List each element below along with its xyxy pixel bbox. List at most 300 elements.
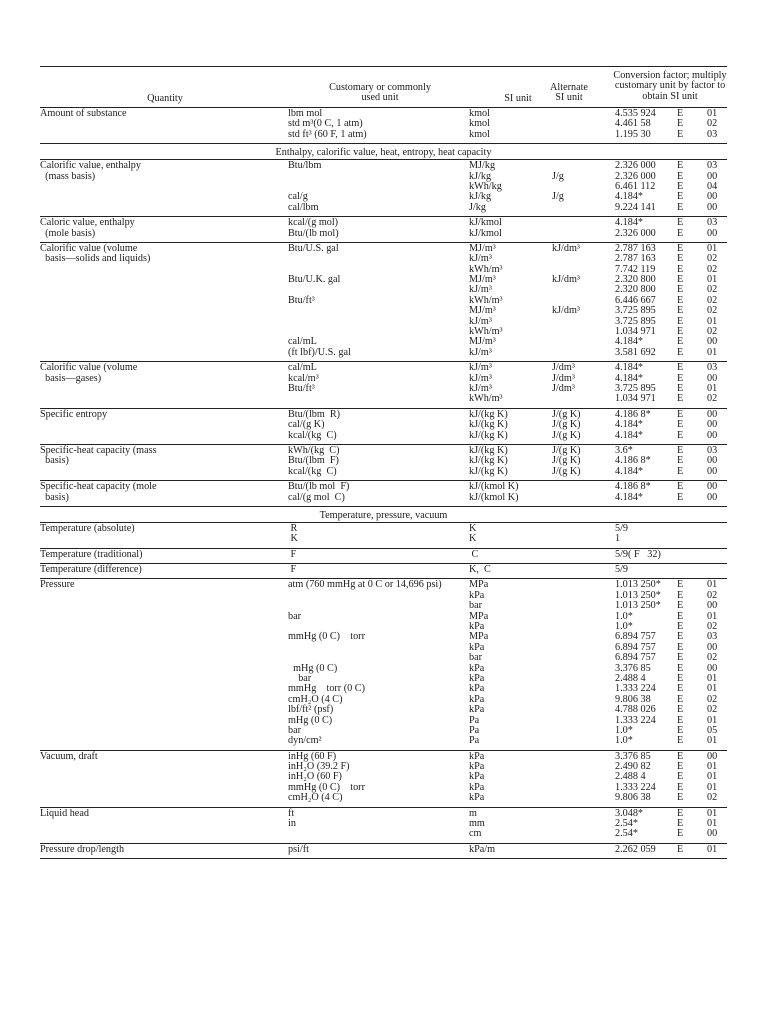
- si-unit-cell: C: [469, 548, 479, 560]
- factor-e-marker: E: [677, 481, 684, 493]
- customary-unit-cell: F: [288, 548, 297, 560]
- si-unit-cell: kJ/kg: [469, 170, 492, 182]
- quantity-cell: [40, 182, 288, 192]
- factor-mantissa: 4.184*: [615, 336, 644, 348]
- alternate-unit-cell: [552, 726, 615, 736]
- quantity-cell: Amount of substance: [40, 108, 127, 119]
- alternate-unit-cell: [552, 783, 615, 793]
- alternate-unit-cell: [552, 829, 615, 839]
- alternate-unit-cell: [552, 327, 615, 337]
- quantity-cell: [40, 420, 288, 430]
- conversion-factor-cell: [615, 161, 725, 171]
- factor-exponent: 00: [707, 481, 718, 493]
- factor-e-marker: E: [677, 191, 684, 203]
- quantity-cell: Calorific value (volume: [40, 242, 138, 254]
- customary-unit-cell: inH₂O (39.2 F): [288, 761, 350, 773]
- factor-mantissa: 1.333 224: [615, 714, 656, 726]
- factor-exponent: 01: [707, 315, 718, 327]
- alternate-unit-cell: [552, 819, 615, 829]
- factor-e-marker: E: [677, 792, 684, 804]
- quantity-cell: Pressure: [40, 579, 75, 591]
- quantity-section: [40, 108, 727, 144]
- quantity-section: [40, 844, 727, 859]
- factor-e-marker: E: [677, 683, 684, 695]
- factor-exponent: [707, 524, 725, 534]
- alternate-unit-cell: J/(g K): [552, 465, 581, 477]
- si-unit-cell: kPa: [469, 693, 485, 705]
- conversion-factor-cell: [615, 467, 725, 477]
- conversion-factor-cell: [615, 736, 725, 746]
- alternate-unit-cell: [552, 130, 615, 140]
- alternate-unit-cell: J/(g K): [552, 444, 581, 456]
- alternate-unit-cell: J/(g K): [552, 429, 581, 441]
- customary-unit-cell: atm (760 mmHg at 0 C or 14,696 psi): [288, 579, 442, 591]
- factor-exponent: 01: [707, 382, 718, 394]
- alternate-unit-cell: J/g: [552, 191, 564, 203]
- quantity-section: [40, 564, 727, 579]
- factor-e-marker: E: [677, 714, 684, 726]
- si-unit-cell: MPa: [469, 579, 489, 591]
- quantity-cell: Liquid head: [40, 807, 89, 819]
- factor-mantissa: 2.326 000: [615, 160, 656, 172]
- quantity-section: [40, 160, 727, 217]
- si-unit-cell: kPa: [469, 672, 485, 684]
- alternate-unit-cell: [552, 550, 615, 560]
- factor-e-marker: E: [677, 761, 684, 773]
- customary-unit-cell: Btu/lbm: [288, 160, 322, 172]
- factor-e-marker: E: [677, 621, 684, 633]
- customary-unit-cell: [288, 182, 469, 192]
- factor-mantissa: 3.581 692: [615, 346, 656, 358]
- customary-unit-cell: cmH₂O (4 C): [288, 792, 343, 804]
- quantity-cell: Temperature (absolute): [40, 522, 135, 534]
- factor-mantissa: 2.54*: [615, 818, 638, 830]
- si-unit-cell: Pa: [469, 724, 480, 736]
- alternate-unit-cell: [552, 684, 615, 694]
- factor-mantissa: 2.54*: [615, 828, 638, 840]
- factor-e-marker: E: [677, 704, 684, 716]
- customary-unit-cell: ft: [288, 807, 295, 819]
- factor-e-marker: E: [677, 735, 684, 747]
- table-row: [40, 161, 727, 171]
- factor-e-marker: E: [677, 284, 684, 296]
- quantity-section: [40, 808, 727, 844]
- quantity-cell: Temperature (difference): [40, 564, 142, 576]
- factor-e-marker: E: [677, 589, 684, 601]
- quantity-cell: [40, 275, 288, 285]
- factor-exponent: 00: [707, 201, 718, 213]
- customary-unit-cell: [288, 829, 469, 839]
- factor-e-marker: E: [677, 429, 684, 441]
- table-row: [40, 394, 727, 404]
- customary-unit-cell: dyn/cm²: [288, 735, 322, 747]
- factor-exponent: 01: [707, 761, 718, 773]
- quantity-cell: basis): [40, 455, 69, 467]
- table-row: [40, 218, 727, 228]
- quantity-section: [40, 751, 727, 808]
- table-row: [40, 229, 727, 239]
- customary-unit-cell: inHg (60 F): [288, 750, 337, 762]
- table-row: [40, 524, 727, 534]
- factor-e-marker: E: [677, 444, 684, 456]
- customary-unit-cell: cal/mL: [288, 336, 317, 348]
- table-row: [40, 203, 727, 213]
- si-unit-cell: kPa: [469, 621, 485, 633]
- quantity-cell: basis—solids and liquids): [40, 253, 151, 265]
- alternate-unit-cell: [552, 705, 615, 715]
- customary-unit-cell: Btu/ft³: [288, 294, 315, 306]
- conversion-factor-cell: [615, 130, 725, 140]
- alternate-unit-cell: [552, 762, 615, 772]
- factor-mantissa: 2.320 800: [615, 284, 656, 296]
- alternate-unit-cell: [552, 664, 615, 674]
- conversion-factor-cell: [615, 420, 725, 430]
- quantity-section: [40, 579, 727, 750]
- factor-exponent: 01: [707, 346, 718, 358]
- conversion-factor-cell: [615, 203, 725, 213]
- factor-exponent: 01: [707, 672, 718, 684]
- factor-exponent: 02: [707, 305, 718, 317]
- customary-unit-cell: cal/lbm: [288, 201, 319, 213]
- si-unit-cell: kJ/m³: [469, 382, 492, 394]
- table-row: [40, 793, 727, 803]
- table-body: [40, 108, 727, 859]
- si-unit-cell: kJ/(kg K): [469, 444, 508, 456]
- conversion-factor-cell: [615, 482, 725, 492]
- table-row: [40, 829, 727, 839]
- table-row: [40, 705, 727, 715]
- alternate-unit-cell: [552, 809, 615, 819]
- quantity-cell: [40, 431, 288, 441]
- customary-unit-cell: lbm mol: [288, 108, 323, 119]
- si-unit-cell: kWh/m³: [469, 263, 503, 275]
- alternate-unit-cell: [552, 337, 615, 347]
- factor-exponent: 00: [707, 170, 718, 182]
- factor-mantissa: 2.488 4: [615, 771, 646, 783]
- conversion-factor-cell: [615, 793, 725, 803]
- factor-exponent: 01: [707, 610, 718, 622]
- quantity-cell: Specific-heat capacity (mass: [40, 444, 157, 456]
- si-unit-cell: kWh/m³: [469, 326, 503, 338]
- quantity-section: [40, 549, 727, 564]
- factor-mantissa: 4.184*: [615, 217, 644, 229]
- factor-exponent: 02: [707, 326, 718, 338]
- alternate-unit-cell: [552, 632, 615, 642]
- factor-mantissa: 1: [615, 533, 621, 545]
- quantity-cell: [40, 632, 288, 642]
- factor-mantissa: 4.788 026: [615, 704, 656, 716]
- factor-mantissa: 3.725 895: [615, 305, 656, 317]
- si-unit-cell: kmol: [469, 128, 490, 140]
- quantity-cell: [40, 337, 288, 347]
- factor-mantissa: 1.0*: [615, 610, 633, 622]
- conversion-factor-cell: [615, 524, 725, 534]
- factor-e-marker: E: [677, 641, 684, 653]
- quantity-cell: [40, 591, 288, 601]
- quantity-cell: Calorific value, enthalpy: [40, 160, 141, 172]
- customary-unit-cell: K: [288, 533, 298, 545]
- factor-exponent: 00: [707, 419, 718, 431]
- customary-unit-cell: [288, 317, 469, 327]
- factor-e-marker: [671, 534, 707, 544]
- customary-unit-cell: bar: [288, 672, 312, 684]
- customary-unit-cell: lbf/ft² (psf): [288, 704, 334, 716]
- alternate-unit-cell: [552, 285, 615, 295]
- factor-e-marker: E: [677, 610, 684, 622]
- alternate-unit-cell: [552, 161, 615, 171]
- si-unit-cell: kJ/m³: [469, 253, 492, 265]
- factor-mantissa: 6.446 667: [615, 294, 656, 306]
- alternate-unit-cell: kJ/dm³: [552, 274, 580, 286]
- factor-mantissa: 2.787 163: [615, 253, 656, 265]
- customary-unit-cell: Btu/ft³: [288, 382, 315, 394]
- customary-unit-cell: bar: [288, 724, 302, 736]
- quantity-section: [40, 481, 727, 507]
- factor-e-marker: E: [677, 818, 684, 830]
- alternate-unit-cell: J/(g K): [552, 455, 581, 467]
- si-unit-cell: kJ/(kg K): [469, 429, 508, 441]
- quantity-cell: [40, 601, 288, 611]
- quantity-section: [40, 243, 727, 362]
- quantity-cell: Caloric value, enthalpy: [40, 217, 135, 229]
- factor-exponent: 01: [707, 771, 718, 783]
- section-subheading: Enthalpy, calorific value, heat, entropy, heat capacity: [40, 144, 727, 160]
- conversion-factor-cell: [615, 705, 725, 715]
- si-unit-cell: kmol: [469, 108, 490, 119]
- table-row: [40, 534, 727, 544]
- quantity-cell: Temperature (traditional): [40, 548, 143, 560]
- factor-exponent: 02: [707, 652, 718, 664]
- si-unit-cell: m: [469, 807, 477, 819]
- factor-exponent: 02: [707, 589, 718, 601]
- factor-mantissa: 5/9: [615, 522, 629, 534]
- customary-unit-cell: mmHg torr (0 C): [288, 683, 365, 695]
- alternate-unit-cell: [552, 772, 615, 782]
- factor-exponent: 02: [707, 693, 718, 705]
- factor-e-marker: E: [677, 662, 684, 674]
- alternate-unit-cell: [552, 317, 615, 327]
- factor-mantissa: 1.0*: [615, 621, 633, 633]
- alternate-unit-cell: [552, 695, 615, 705]
- customary-unit-cell: bar: [288, 610, 302, 622]
- si-unit-cell: kJ/(kg K): [469, 408, 508, 420]
- alternate-unit-cell: [552, 736, 615, 746]
- alternate-unit-cell: [552, 218, 615, 228]
- factor-mantissa: 5/9: [615, 564, 629, 576]
- alternate-unit-cell: [552, 348, 615, 358]
- si-unit-cell: kPa: [469, 704, 485, 716]
- quantity-cell: Specific-heat capacity (mole: [40, 481, 157, 493]
- factor-mantissa: 1.013 250*: [615, 589, 661, 601]
- factor-exponent: 02: [707, 253, 718, 265]
- si-unit-cell: mm: [469, 818, 485, 830]
- si-unit-cell: kPa: [469, 792, 485, 804]
- quantity-cell: Pressure drop/length: [40, 843, 125, 855]
- factor-mantissa: 4.186 8*: [615, 481, 651, 493]
- factor-mantissa: 3.725 895: [615, 382, 656, 394]
- conversion-factor-cell: [615, 431, 725, 441]
- table-row: [40, 348, 727, 358]
- customary-unit-cell: [288, 394, 469, 404]
- alternate-unit-cell: J/dm³: [552, 362, 575, 374]
- alternate-unit-cell: [552, 565, 615, 575]
- quantity-cell: [40, 384, 288, 394]
- alternate-unit-cell: [552, 580, 615, 590]
- factor-e-marker: E: [677, 455, 684, 467]
- factor-exponent: 02: [707, 621, 718, 633]
- factor-mantissa: 1.195 30: [615, 128, 651, 140]
- quantity-cell: (mole basis): [40, 227, 96, 239]
- factor-mantissa: 1.0*: [615, 724, 633, 736]
- quantity-cell: [40, 819, 288, 829]
- si-unit-cell: kPa: [469, 771, 485, 783]
- factor-exponent: 00: [707, 600, 718, 612]
- table-row: [40, 565, 727, 575]
- quantity-cell: [40, 664, 288, 674]
- table-row: [40, 482, 727, 492]
- header-quantity: Quantity: [147, 93, 183, 104]
- factor-exponent: 00: [707, 408, 718, 420]
- conversion-table: [40, 66, 727, 859]
- alternate-unit-cell: [552, 601, 615, 611]
- quantity-cell: [40, 736, 288, 746]
- factor-e-marker: E: [677, 652, 684, 664]
- customary-unit-cell: Btu/(lb mol F): [288, 481, 350, 493]
- factor-e-marker: E: [677, 242, 684, 254]
- quantity-section: [40, 523, 727, 549]
- factor-mantissa: 4.186 8*: [615, 408, 651, 420]
- si-unit-cell: J/kg: [469, 201, 486, 213]
- factor-e-marker: E: [677, 807, 684, 819]
- quantity-cell: Vacuum, draft: [40, 750, 98, 762]
- alternate-unit-cell: [552, 229, 615, 239]
- quantity-cell: [40, 695, 288, 705]
- factor-exponent: 01: [707, 242, 718, 254]
- factor-mantissa: 1.333 224: [615, 781, 656, 793]
- quantity-cell: [40, 783, 288, 793]
- customary-unit-cell: Btu/(lb mol): [288, 227, 339, 239]
- factor-mantissa: 3.725 895: [615, 315, 656, 327]
- factor-e-marker: E: [677, 465, 684, 477]
- factor-e-marker: E: [677, 672, 684, 684]
- alternate-unit-cell: J/g: [552, 170, 564, 182]
- customary-unit-cell: (ft lbf)/U.S. gal: [288, 346, 351, 358]
- factor-mantissa: 3.376 85: [615, 662, 651, 674]
- factor-mantissa: 1.034 971: [615, 326, 656, 338]
- alternate-unit-cell: [552, 752, 615, 762]
- factor-mantissa: 4.184*: [615, 191, 644, 203]
- factor-exponent: 01: [707, 274, 718, 286]
- quantity-cell: [40, 653, 288, 663]
- table-row: [40, 493, 727, 503]
- factor-mantissa: 4.535 924: [615, 108, 656, 119]
- factor-mantissa: 2.787 163: [615, 242, 656, 254]
- factor-mantissa: 5/9( F 32): [615, 548, 661, 560]
- factor-e-marker: [671, 565, 707, 575]
- factor-exponent: [707, 565, 725, 575]
- alternate-unit-cell: [552, 653, 615, 663]
- conversion-factor-cell: [615, 493, 725, 503]
- si-unit-cell: kJ/m³: [469, 284, 492, 296]
- quantity-cell: [40, 130, 288, 140]
- alternate-unit-cell: J/(g K): [552, 419, 581, 431]
- alternate-unit-cell: [552, 716, 615, 726]
- table-row: [40, 845, 727, 855]
- quantity-cell: [40, 192, 288, 202]
- si-unit-cell: kJ/m³: [469, 372, 492, 384]
- factor-mantissa: 1.013 250*: [615, 600, 661, 612]
- quantity-cell: [40, 296, 288, 306]
- quantity-cell: [40, 829, 288, 839]
- factor-mantissa: 6.894 757: [615, 641, 656, 653]
- factor-exponent: 01: [707, 735, 718, 747]
- quantity-cell: [40, 726, 288, 736]
- factor-exponent: 03: [707, 217, 718, 229]
- table-header: [40, 67, 727, 108]
- factor-mantissa: 4.184*: [615, 429, 644, 441]
- conversion-factor-cell: [615, 348, 725, 358]
- customary-unit-cell: [288, 172, 469, 182]
- factor-e-marker: E: [677, 108, 684, 119]
- factor-mantissa: 2.488 4: [615, 672, 646, 684]
- factor-exponent: 02: [707, 284, 718, 296]
- factor-mantissa: 2.326 000: [615, 227, 656, 239]
- alternate-unit-cell: kJ/dm³: [552, 305, 580, 317]
- table-row: [40, 736, 727, 746]
- alternate-unit-cell: [552, 845, 615, 855]
- factor-mantissa: 3.048*: [615, 807, 644, 819]
- customary-unit-cell: cal/mL: [288, 362, 317, 374]
- alternate-unit-cell: J/dm³: [552, 382, 575, 394]
- quantity-cell: [40, 534, 288, 544]
- factor-e-marker: E: [677, 750, 684, 762]
- customary-unit-cell: kcal/(g mol): [288, 217, 339, 229]
- quantity-cell: basis): [40, 491, 69, 503]
- alternate-unit-cell: [552, 119, 615, 129]
- si-unit-cell: kJ/(kg K): [469, 465, 508, 477]
- customary-unit-cell: psi/ft: [288, 843, 309, 855]
- factor-e-marker: E: [677, 828, 684, 840]
- si-unit-cell: MJ/m³: [469, 336, 496, 348]
- factor-mantissa: 2.320 800: [615, 274, 656, 286]
- factor-exponent: 00: [707, 491, 718, 503]
- quantity-cell: [40, 705, 288, 715]
- factor-e-marker: E: [677, 579, 684, 591]
- customary-unit-cell: cal/(g mol C): [288, 491, 345, 503]
- factor-e-marker: E: [677, 771, 684, 783]
- alternate-unit-cell: [552, 674, 615, 684]
- si-unit-cell: bar: [469, 600, 483, 612]
- quantity-cell: [40, 119, 288, 129]
- customary-unit-cell: Btu/U.S. gal: [288, 242, 339, 254]
- factor-mantissa: 6.894 757: [615, 631, 656, 643]
- factor-exponent: 01: [707, 579, 718, 591]
- factor-exponent: 00: [707, 662, 718, 674]
- si-unit-cell: kmol: [469, 118, 490, 130]
- quantity-cell: basis—gases): [40, 372, 102, 384]
- conversion-factor-cell: [615, 394, 725, 404]
- customary-unit-cell: mmHg (0 C) torr: [288, 631, 365, 643]
- si-unit-cell: kJ/(kmol K): [469, 481, 519, 493]
- factor-e-marker: E: [677, 128, 684, 140]
- quantity-cell: (mass basis): [40, 170, 96, 182]
- quantity-cell: [40, 716, 288, 726]
- customary-unit-cell: kcal/(kg C): [288, 465, 337, 477]
- quantity-section: [40, 445, 727, 481]
- si-unit-cell: kWh/m³: [469, 294, 503, 306]
- alternate-unit-cell: [552, 394, 615, 404]
- factor-e-marker: E: [677, 315, 684, 327]
